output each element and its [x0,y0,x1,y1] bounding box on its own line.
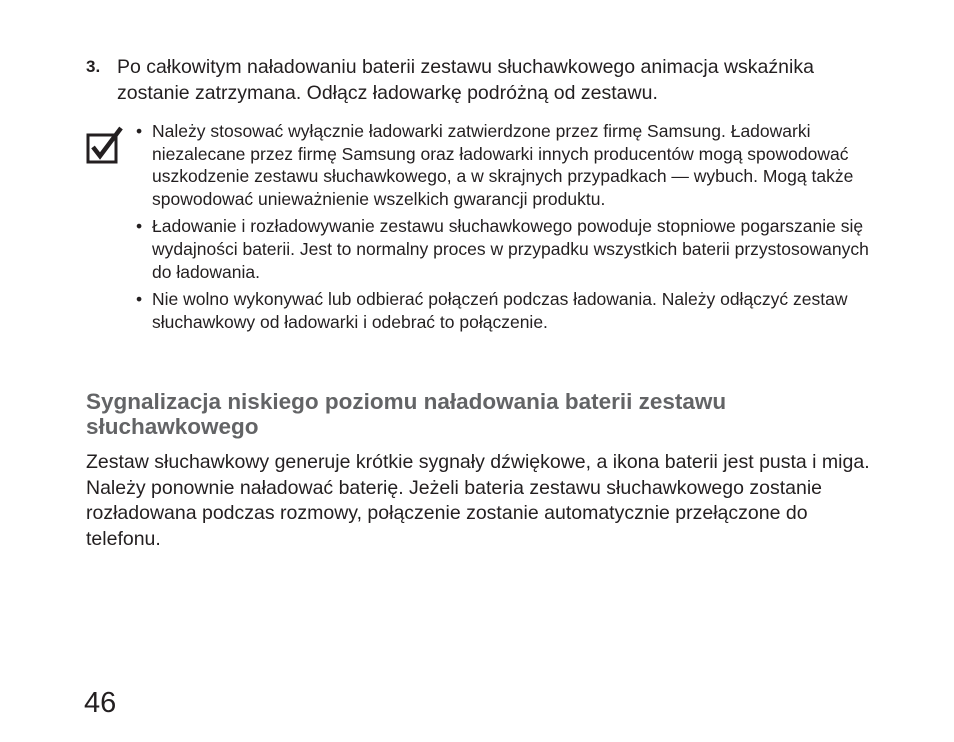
note-item [134,215,874,283]
page-number: 46 [84,687,117,719]
bullet: • [136,216,143,237]
note-item-text: Ładowanie i rozładowywanie zestawu słuchawkowego powoduje stopniowe pogarszanie się wydajności baterii. Jest to normalny proces w przypadku wszystkich baterii przystosowanych do ładowania. [152,216,869,282]
note-item [134,288,874,333]
section-body: Zestaw słuchawkowy generuje krótkie sygnały dźwiękowe, a ikona baterii jest pusta i miga. Należy ponownie naładować baterię. Jeżeli bateria zestawu słuchawkowego zostanie rozładowana podczas rozmowy, połączenie zostanie automatycznie przełączone do telefonu. [86,451,870,550]
step-3 [86,54,886,106]
section-title: Sygnalizacja niskiego poziomu naładowania baterii zestawu słuchawkowego [86,389,727,439]
note-item [134,120,874,210]
note-list [134,120,874,338]
step-number: 3. [86,57,101,76]
note-item-text: Należy stosować wyłącznie ładowarki zatwierdzone przez firmę Samsung. Ładowarki niezalecane przez firmę Samsung oraz ładowarki innych producentów mogą spowodować uszkodzenie zestawu słuchawkowego, a w skrajnych przypadkach — wybuch. Mogą także spowodować unieważnienie wszelkich gwarancji produktu. [152,121,854,209]
step-text: Po całkowitym naładowaniu baterii zestawu słuchawkowego animacja wskaźnika zostanie zatrzymana. Odłącz ładowarkę podróżną od zestawu. [117,56,814,104]
bullet: • [136,121,143,141]
note-item-text: Nie wolno wykonywać lub odbierać połączeń podczas ładowania. Należy odłączyć zestaw słuchawkowy od ładowarki i odebrać to połączenie. [152,289,848,332]
bullet: • [136,289,143,310]
checkbox-check-icon [86,125,126,165]
